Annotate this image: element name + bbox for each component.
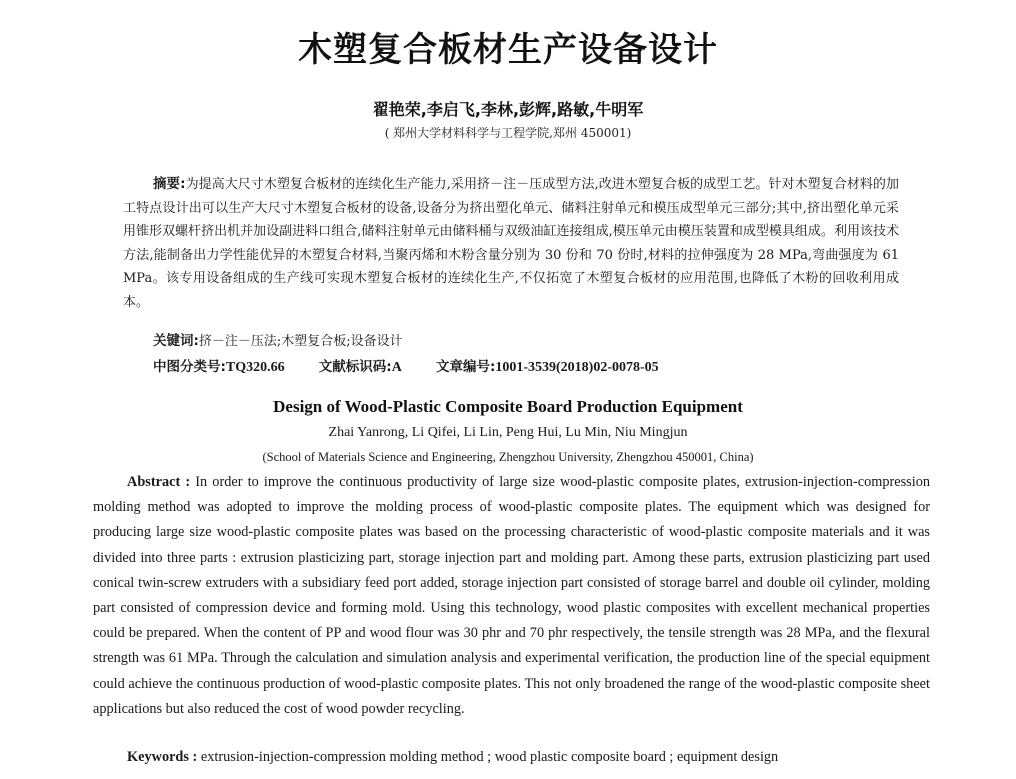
chinese-authors: 翟艳荣,李启飞,李林,彭辉,路敏,牛明军 [372, 100, 644, 119]
chinese-keywords-label: 关键词: [153, 333, 199, 349]
chinese-abstract-label: 摘要: [153, 176, 186, 192]
clc-number [153, 355, 285, 376]
clc-label: 中图分类号: [153, 359, 226, 375]
classification-line [153, 355, 913, 376]
english-keywords-label: Keywords : [127, 749, 198, 765]
chinese-abstract-text: 为提高大尺寸木塑复合板材的连续化生产能力,采用挤－注－压成型方法,改进木塑复合板的成型工艺。针对木塑复合材料的加工特点设计出可以生产大尺寸木塑复合板材的设备,设备分为挤出塑化单元、储料注射单元和模压成型单元三部分;其中,挤出塑化单元采用锥形双螺杆挤出机并加设副进料口组合,储料注射单元由储料桶与双级油缸连接组成,模压单元由模压装置和成型模具组成。利用该技术方法,能制备出力学性能优异的木塑复合材料,当聚丙烯和木粉含量分别为 30 份和 70 份时,材料的拉伸强度为 28 MPa,弯曲强度为 61 MPa。该专用设备组成的生产线可实现木塑复合板材的连续化生产,不仅拓宽了木塑复合板材的应用范围,也降低了木粉的回收利用成本。 [123, 177, 899, 310]
chinese-keywords-text: 挤－注－压法;木塑复合板;设备设计 [198, 334, 403, 349]
english-title: Design of Wood-Plastic Composite Board Production Equipment [273, 397, 743, 416]
english-affiliation: (School of Materials Science and Engineering, Zhengzhou University, Zhengzhou 450001, China) [262, 450, 754, 464]
english-keywords [127, 749, 927, 766]
chinese-affiliation: ( 郑州大学材料科学与工程学院,郑州 450001) [384, 126, 632, 140]
chinese-title: 木塑复合板材生产设备设计 [298, 30, 718, 70]
english-keywords-text: extrusion-injection-compression molding method ; wood plastic composite board ; equipment design [200, 749, 779, 765]
english-authors: Zhai Yanrong, Li Qifei, Li Lin, Peng Hui, Lu Min, Niu Mingjun [328, 425, 688, 440]
english-abstract-label: Abstract : [127, 474, 191, 490]
document-code-value: A [391, 360, 402, 375]
clc-value: TQ320.66 [225, 360, 285, 375]
english-abstract [93, 470, 930, 722]
english-abstract-text: In order to improve the continuous productivity of large size wood-plastic composite plates, extrusion-injection-compression molding method was adopted to improve the molding process of wood-plastic composite plates. The equipment which was designed for producing large size wood-plastic composite plates was based on the processing characteristic of wood-plastic composite materials and it was divided into three parts : extrusion plasticizing part, storage injection part and molding part. Among these parts, extrusion plasticizing part used conical twin-screw extruders with a subsidiary feed port added, storage injection part consisted of storage barrel and double oil cylinder, molding part consisted of compression device and forming mold. Using this technology, wood plastic composites with excellent mechanical properties could be prepared. When the content of PP and wood flour was 30 phr and 70 phr respectively, the tensile strength was 28 MPa, and the flexural strength was 61 MPa. Through the calculation and simulation analysis and experimental verification, the production line of the special equipment could achieve the continuous production of wood-plastic composite plates. This not only broadened the range of the wood-plastic composite sheet applications but also reduced the cost of wood powder recycling. [93, 474, 930, 717]
article-number-label: 文章编号: [435, 359, 496, 375]
document-code-label: 文献标识码: [318, 359, 392, 375]
article-number-value: 1001-3539(2018)02-0078-05 [495, 360, 659, 375]
chinese-keywords [153, 329, 913, 349]
chinese-abstract [123, 173, 899, 315]
document-code [319, 355, 402, 376]
article-number [436, 355, 659, 376]
